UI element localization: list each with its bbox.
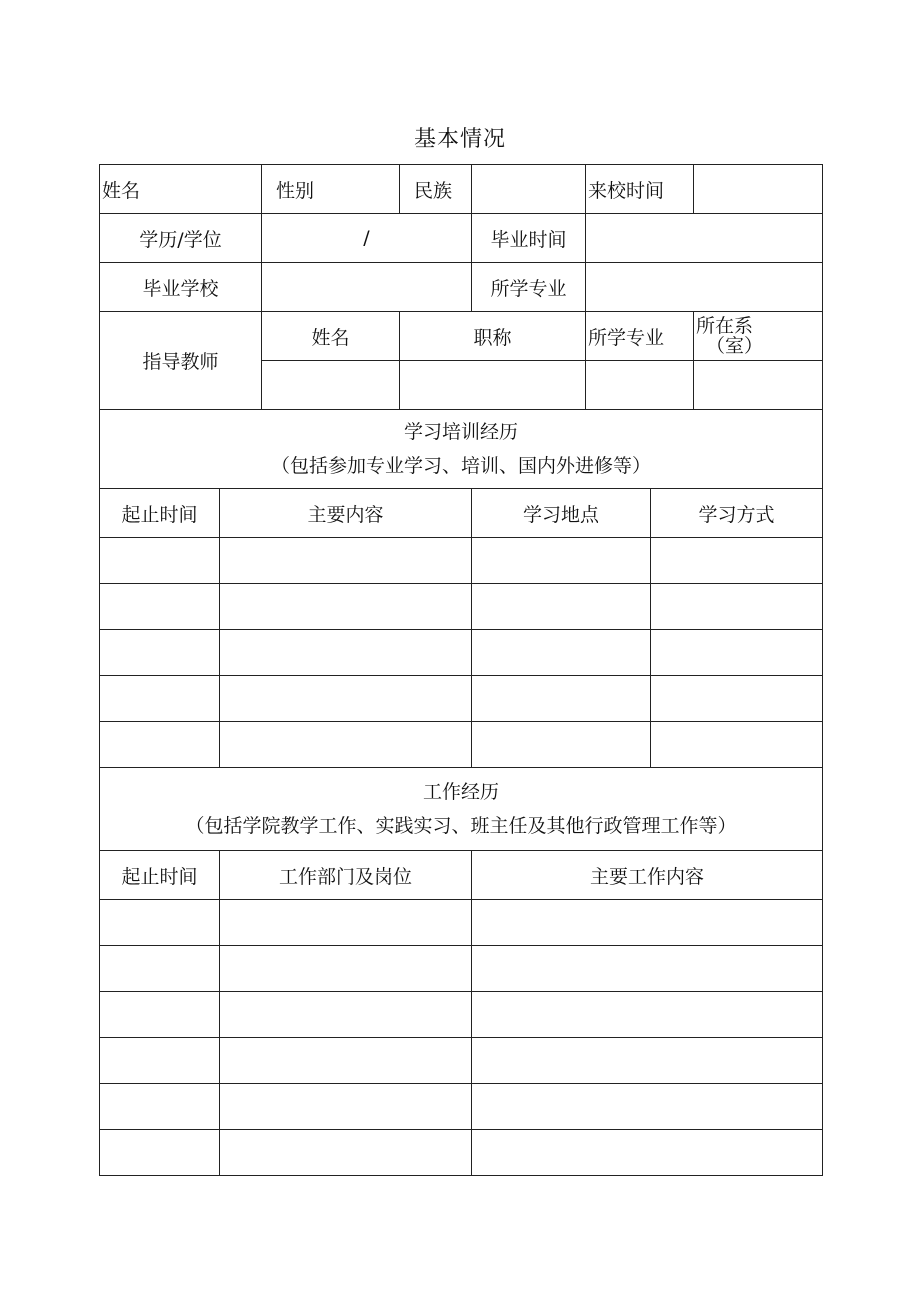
page-title: 基本情况 xyxy=(413,127,506,152)
table-cell[interactable] xyxy=(100,1038,220,1084)
basic-info-table xyxy=(99,164,823,410)
study-heading: 学习培训经历 xyxy=(404,421,519,443)
table-cell[interactable] xyxy=(472,992,823,1038)
gender-label: 性别 xyxy=(262,165,400,214)
table-cell[interactable] xyxy=(651,676,823,722)
table-row xyxy=(100,722,823,768)
work-col-content: 主要工作内容 xyxy=(472,851,823,900)
degree-label: 学历/学位 xyxy=(100,214,262,263)
table-cell[interactable] xyxy=(220,946,472,992)
table-row xyxy=(100,538,823,584)
advisor-dept-label-line1: 所在系 xyxy=(696,315,754,337)
graduation-time-value-cell[interactable] xyxy=(586,214,823,263)
table-row xyxy=(100,630,823,676)
table-row xyxy=(100,584,823,630)
table-cell[interactable] xyxy=(472,1038,823,1084)
table-cell[interactable] xyxy=(651,630,823,676)
advisor-label: 指导教师 xyxy=(100,312,262,410)
table-cell[interactable] xyxy=(100,676,220,722)
table-cell[interactable] xyxy=(220,676,472,722)
advisor-dept-label-line2: （室） xyxy=(706,335,764,357)
advisor-dept-label xyxy=(694,312,823,361)
table-cell[interactable] xyxy=(472,676,651,722)
degree-value[interactable]: / xyxy=(262,214,472,263)
table-row xyxy=(100,1084,823,1130)
advisor-title-cell[interactable] xyxy=(400,361,586,410)
table-row xyxy=(100,946,823,992)
major-value-cell[interactable] xyxy=(586,263,823,312)
work-heading: 工作经历 xyxy=(423,781,500,803)
table-cell[interactable] xyxy=(220,1130,472,1176)
table-cell[interactable] xyxy=(100,1130,220,1176)
table-cell[interactable] xyxy=(472,1084,823,1130)
advisor-dept-cell[interactable] xyxy=(694,361,823,410)
advisor-major-cell[interactable] xyxy=(586,361,694,410)
table-cell[interactable] xyxy=(220,900,472,946)
advisor-title-label: 职称 xyxy=(400,312,586,361)
table-cell[interactable] xyxy=(651,538,823,584)
advisor-name-cell[interactable] xyxy=(262,361,400,410)
table-cell[interactable] xyxy=(220,1038,472,1084)
study-col-mode: 学习方式 xyxy=(651,489,823,538)
graduation-school-label: 毕业学校 xyxy=(100,263,262,312)
table-cell[interactable] xyxy=(472,946,823,992)
study-section-header xyxy=(100,410,823,489)
table-cell[interactable] xyxy=(100,900,220,946)
table-row xyxy=(100,992,823,1038)
study-col-content: 主要内容 xyxy=(220,489,472,538)
work-col-period: 起止时间 xyxy=(100,851,220,900)
arrival-time-label: 来校时间 xyxy=(586,165,694,214)
table-cell[interactable] xyxy=(220,992,472,1038)
table-cell[interactable] xyxy=(472,1130,823,1176)
table-cell[interactable] xyxy=(100,630,220,676)
work-col-department: 工作部门及岗位 xyxy=(220,851,472,900)
table-row xyxy=(100,1038,823,1084)
ethnicity-value-cell[interactable] xyxy=(472,165,586,214)
table-cell[interactable] xyxy=(100,992,220,1038)
table-cell[interactable] xyxy=(651,584,823,630)
table-cell[interactable] xyxy=(472,722,651,768)
table-cell[interactable] xyxy=(472,538,651,584)
table-row xyxy=(100,676,823,722)
table-row xyxy=(100,1130,823,1176)
table-cell[interactable] xyxy=(100,584,220,630)
work-table xyxy=(99,767,823,1176)
advisor-major-label: 所学专业 xyxy=(586,312,694,361)
table-cell[interactable] xyxy=(472,630,651,676)
table-cell[interactable] xyxy=(651,722,823,768)
table-row xyxy=(100,900,823,946)
table-cell[interactable] xyxy=(100,1084,220,1130)
study-col-location: 学习地点 xyxy=(472,489,651,538)
graduation-school-value-cell[interactable] xyxy=(262,263,472,312)
table-cell[interactable] xyxy=(220,538,472,584)
name-label: 姓名 xyxy=(100,165,262,214)
table-cell[interactable] xyxy=(100,722,220,768)
study-subheading: （包括参加专业学习、培训、国内外进修等） xyxy=(271,455,652,477)
arrival-time-value-cell[interactable] xyxy=(694,165,823,214)
table-cell[interactable] xyxy=(220,584,472,630)
ethnicity-label: 民族 xyxy=(400,165,472,214)
table-cell[interactable] xyxy=(220,1084,472,1130)
table-cell[interactable] xyxy=(100,946,220,992)
table-cell[interactable] xyxy=(220,722,472,768)
study-table xyxy=(99,409,823,768)
work-subheading: （包括学院教学工作、实践实习、班主任及其他行政管理工作等） xyxy=(185,815,737,837)
table-cell[interactable] xyxy=(472,900,823,946)
study-col-period: 起止时间 xyxy=(100,489,220,538)
table-cell[interactable] xyxy=(472,584,651,630)
work-section-header xyxy=(100,768,823,851)
graduation-time-label: 毕业时间 xyxy=(472,214,586,263)
advisor-name-label: 姓名 xyxy=(262,312,400,361)
table-cell[interactable] xyxy=(220,630,472,676)
table-cell[interactable] xyxy=(100,538,220,584)
major-label: 所学专业 xyxy=(472,263,586,312)
